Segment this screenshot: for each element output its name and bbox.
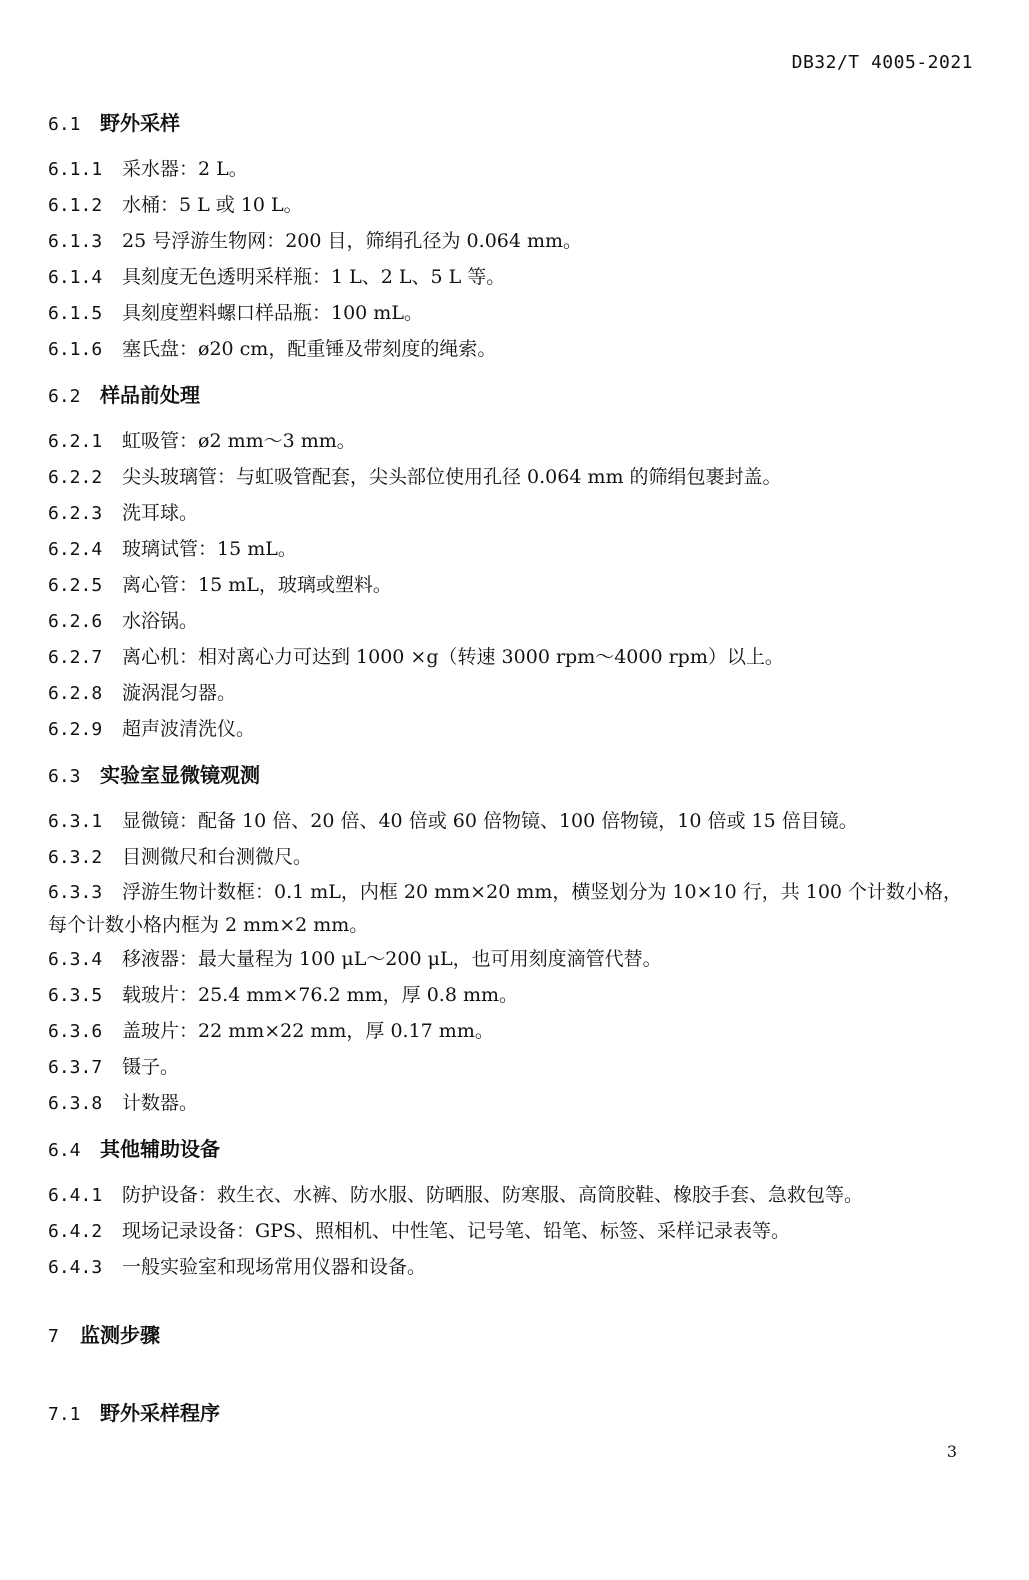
item-text: 一般实验室和现场常用仪器和设备。 <box>122 1256 427 1278</box>
item-number: 6.3.5 <box>48 985 103 1006</box>
section-number: 6.4 <box>48 1140 81 1161</box>
item-number: 6.3.2 <box>48 847 103 868</box>
item-text: 显微镜：配备 10 倍、20 倍、40 倍或 60 倍物镜、100 倍物镜，10 倍或 15 倍目镜。 <box>122 810 858 832</box>
item-text: 离心机：相对离心力可达到 1000 ×g（转速 3000 rpm～4000 rpm）以上。 <box>122 646 784 668</box>
item-text: 防护设备：救生衣、水裤、防水服、防晒服、防寒服、高筒胶鞋、橡胶手套、急救包等。 <box>122 1184 864 1206</box>
list-item <box>48 224 978 260</box>
section-title: 野外采样程序 <box>100 1401 220 1425</box>
list-item <box>48 460 978 496</box>
list-item <box>48 424 978 460</box>
list-item <box>48 978 978 1014</box>
section-heading-7-1 <box>48 1396 978 1430</box>
section-heading-6-2 <box>48 378 978 412</box>
item-text: 计数器。 <box>122 1092 199 1114</box>
section-number: 6.1 <box>48 114 81 135</box>
item-text: 移液器：最大量程为 100 μL～200 μL，也可用刻度滴管代替。 <box>122 948 662 970</box>
list-item <box>48 496 978 532</box>
list-item <box>48 152 978 188</box>
item-number: 6.1.3 <box>48 231 103 252</box>
item-number: 6.2.3 <box>48 503 103 524</box>
list-item <box>48 840 978 876</box>
spacer <box>48 1286 978 1308</box>
item-text: 浮游生物计数框：0.1 mL，内框 20 mm×20 mm，横竖划分为 10×10 行，共 100 个计数小格，每个计数小格内框为 2 mm×2 mm。 <box>48 881 963 936</box>
item-text: 水桶：5 L 或 10 L。 <box>122 194 303 216</box>
item-number: 6.2.2 <box>48 467 103 488</box>
list-item <box>48 640 978 676</box>
item-number: 6.3.7 <box>48 1057 103 1078</box>
document-body <box>48 96 978 1442</box>
item-text: 镊子。 <box>122 1056 180 1078</box>
item-number: 6.2.1 <box>48 431 103 452</box>
item-number: 6.1.1 <box>48 159 103 180</box>
list-item <box>48 676 978 712</box>
item-text: 漩涡混匀器。 <box>122 682 237 704</box>
item-text: 具刻度塑料螺口样品瓶：100 mL。 <box>122 302 423 324</box>
item-text: 尖头玻璃管：与虹吸管配套，尖头部位使用孔径 0.064 mm 的筛绢包裹封盖。 <box>122 466 782 488</box>
item-text: 离心管：15 mL，玻璃或塑料。 <box>122 574 392 596</box>
item-number: 6.1.6 <box>48 339 103 360</box>
item-text: 玻璃试管：15 mL。 <box>122 538 297 560</box>
item-number: 6.2.5 <box>48 575 103 596</box>
section-number: 6.3 <box>48 766 81 787</box>
list-item <box>48 1250 978 1286</box>
item-number: 6.2.7 <box>48 647 103 668</box>
section-number: 7.1 <box>48 1404 81 1425</box>
list-item <box>48 1014 978 1050</box>
list-item <box>48 712 978 748</box>
item-text: 载玻片：25.4 mm×76.2 mm，厚 0.8 mm。 <box>122 984 519 1006</box>
list-item <box>48 1086 978 1122</box>
item-text: 具刻度无色透明采样瓶：1 L、2 L、5 L 等。 <box>122 266 506 288</box>
item-text: 盖玻片：22 mm×22 mm，厚 0.17 mm。 <box>122 1020 494 1042</box>
item-text: 水浴锅。 <box>122 610 199 632</box>
list-item <box>48 568 978 604</box>
item-text: 塞氏盘：ø20 cm，配重锤及带刻度的绳索。 <box>122 338 497 360</box>
item-number: 6.2.4 <box>48 539 103 560</box>
item-text: 洗耳球。 <box>122 502 199 524</box>
item-number: 6.3.4 <box>48 949 103 970</box>
list-item <box>48 188 978 224</box>
list-item <box>48 1050 978 1086</box>
item-number: 6.4.1 <box>48 1185 103 1206</box>
item-text: 25 号浮游生物网：200 目，筛绢孔径为 0.064 mm。 <box>122 230 583 252</box>
item-number: 6.2.6 <box>48 611 103 632</box>
item-number: 6.2.8 <box>48 683 103 704</box>
section-title: 其他辅助设备 <box>100 1137 220 1161</box>
chapter-title: 监测步骤 <box>80 1323 160 1347</box>
section-number: 6.2 <box>48 386 81 407</box>
list-item <box>48 1214 978 1250</box>
item-number: 6.3.8 <box>48 1093 103 1114</box>
item-number: 6.2.9 <box>48 719 103 740</box>
item-number: 6.1.2 <box>48 195 103 216</box>
page-number: 3 <box>946 1442 957 1461</box>
list-item <box>48 296 978 332</box>
item-number: 6.1.4 <box>48 267 103 288</box>
section-heading-6-4 <box>48 1132 978 1166</box>
item-number: 6.3.3 <box>48 882 103 903</box>
list-item <box>48 332 978 368</box>
section-title: 样品前处理 <box>100 383 200 407</box>
chapter-heading-7 <box>48 1318 978 1352</box>
item-text: 采水器：2 L。 <box>122 158 248 180</box>
list-item <box>48 942 978 978</box>
list-item <box>48 876 978 942</box>
item-number: 6.4.3 <box>48 1257 103 1278</box>
list-item <box>48 260 978 296</box>
item-text: 虹吸管：ø2 mm～3 mm。 <box>122 430 356 452</box>
chapter-number: 7 <box>48 1326 59 1347</box>
section-heading-6-3 <box>48 758 978 792</box>
list-item <box>48 604 978 640</box>
list-item <box>48 532 978 568</box>
item-number: 6.3.1 <box>48 811 103 832</box>
item-number: 6.4.2 <box>48 1221 103 1242</box>
item-text: 目测微尺和台测微尺。 <box>122 846 313 868</box>
document-code: DB32/T 4005-2021 <box>791 52 973 73</box>
list-item <box>48 804 978 840</box>
section-title: 野外采样 <box>100 111 180 135</box>
item-number: 6.1.5 <box>48 303 103 324</box>
section-title: 实验室显微镜观测 <box>100 763 260 787</box>
section-heading-6-1 <box>48 106 978 140</box>
item-text: 现场记录设备：GPS、照相机、中性笔、记号笔、铅笔、标签、采样记录表等。 <box>122 1220 790 1242</box>
item-text: 超声波清洗仪。 <box>122 718 256 740</box>
spacer <box>48 1364 978 1386</box>
item-number: 6.3.6 <box>48 1021 103 1042</box>
list-item <box>48 1178 978 1214</box>
